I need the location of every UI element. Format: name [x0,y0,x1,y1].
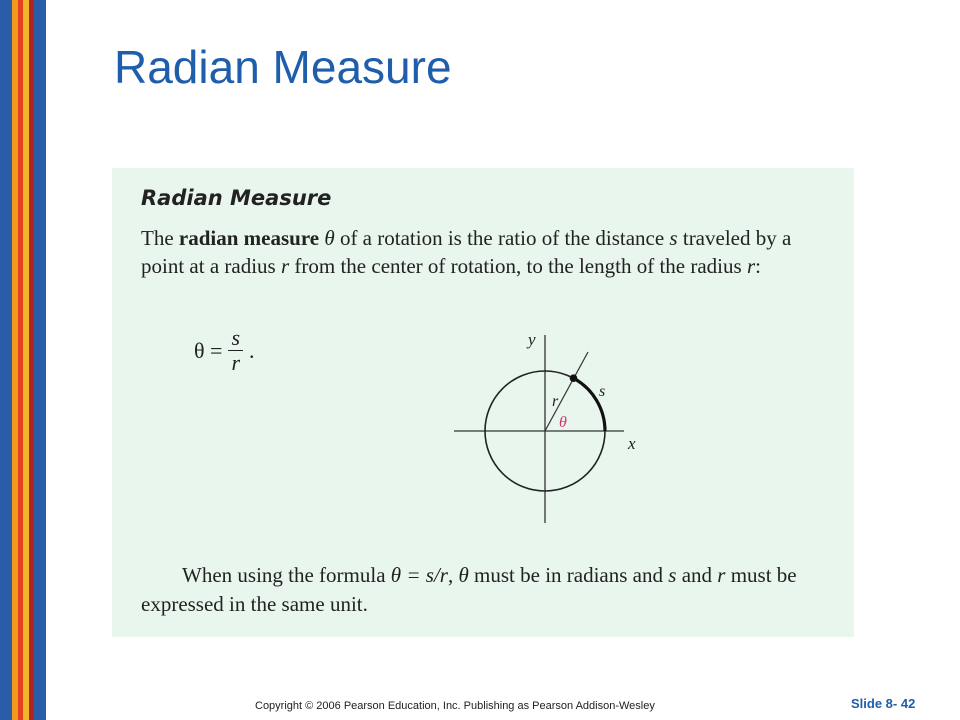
slide-number: Slide 8- 42 [851,696,916,711]
box-heading: Radian Measure [141,186,332,210]
formula-numerator: s [228,326,243,351]
formula-lhs: θ = [194,337,223,363]
note-text: When using the formula θ = s/r, θ must be in radians and s and r must be expressed in the same unit. [141,563,797,616]
slide-title: Radian Measure [114,41,452,93]
definition-text: The radian measure θ of a rotation is the ratio of the distance s traveled by a point at a radius r from the center of rotation, to the length of the radius r: [141,226,792,278]
term-radian-measure: radian measure [178,226,320,250]
unit-circle-diagram [442,323,642,538]
point-on-circle [570,374,578,382]
stripe [34,0,46,720]
r-label: r [552,393,559,410]
theta-label: θ [559,414,567,431]
x-axis-label: x [628,434,636,453]
left-decorative-stripes [0,0,46,720]
formula-end: . [249,337,255,363]
formula-fraction [228,326,243,375]
s-label: s [599,383,606,400]
copyright-footer: Copyright © 2006 Pearson Education, Inc. Publishing as Pearson Addison-Wesley [255,700,655,712]
stripe [0,0,12,720]
formula-denominator: r [231,350,241,375]
y-axis-label: y [528,330,536,349]
radian-formula [194,326,255,375]
definition-box [112,168,854,637]
